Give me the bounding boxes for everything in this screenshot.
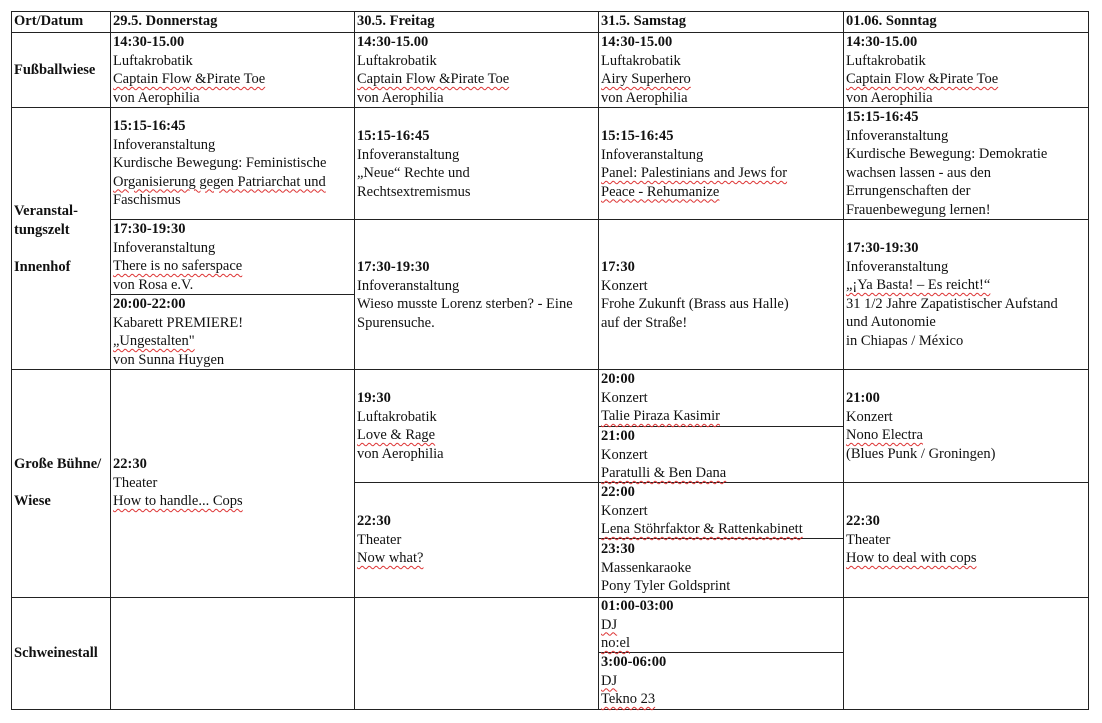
event-time: 14:30-15.00: [113, 34, 185, 50]
event-title: Now what?: [357, 550, 424, 566]
event-by: von Aerophilia: [601, 89, 688, 106]
event-title-line: Panel: Palestinians and Jews for: [601, 165, 788, 181]
column-divider: [843, 11, 844, 710]
row-label-grosse-buehne: Große Bühne/: [14, 456, 102, 472]
event-stall2-saturday: [601, 653, 666, 709]
event-by: von Aerophilia: [357, 89, 444, 106]
event-title: Paratulli & Ben Dana: [601, 465, 727, 481]
event-by: von Rosa e.V.: [113, 276, 194, 293]
event-type: Infoveranstaltung: [113, 136, 216, 153]
event-type: Theater: [846, 531, 891, 548]
event-time: 17:30-19:30: [846, 240, 919, 256]
row-label-fussballwiese: Fußballwiese: [14, 62, 96, 78]
event-time: 3:00-06:00: [601, 654, 667, 670]
event-title-line: Kurdische Bewegung: Demokratie: [846, 146, 1048, 162]
event-type: Luftakrobatik: [357, 408, 437, 425]
event-title: Lena Stöhrfaktor & Rattenkabinett: [601, 521, 803, 537]
event-zelt2-thursday: [113, 220, 242, 294]
event-time: 21:00: [846, 390, 880, 406]
event-type: Infoveranstaltung: [846, 258, 949, 275]
event-type: Infoveranstaltung: [113, 239, 216, 256]
event-by: von Aerophilia: [846, 89, 933, 106]
event-title: Captain Flow &Pirate Toe: [357, 71, 510, 87]
event-title-line: auf der Straße!: [601, 314, 688, 331]
event-title-line: 31 1/2 Jahre Zapatistischer Aufstand: [846, 295, 1058, 312]
event-buehne2-friday: [357, 512, 423, 568]
event-type: Luftakrobatik: [113, 52, 193, 69]
event-time: 15:15-16:45: [846, 109, 919, 125]
event-title-line: Organisierung gegen Patriarchat und: [113, 173, 326, 190]
event-type: Konzert: [846, 408, 893, 425]
table-border-left: [11, 11, 12, 710]
event-time: 22:30: [113, 456, 147, 472]
event-zelt2-friday: [357, 258, 573, 332]
event-title-line: Kurdische Bewegung: Feministische: [113, 155, 327, 171]
event-type: Konzert: [601, 446, 648, 463]
event-title: There is no saferspace: [113, 258, 243, 274]
event-title-line: Frauenbewegung lernen!: [846, 201, 991, 218]
event-time: 01:00-03:00: [601, 598, 674, 614]
header-day-thursday: 29.5. Donnerstag: [113, 13, 218, 29]
event-type: Luftakrobatik: [846, 52, 926, 69]
event-zelt2b-thursday: [113, 295, 243, 369]
event-subtitle: (Blues Punk / Groningen): [846, 445, 996, 462]
event-zelt2-saturday: [601, 258, 789, 332]
event-zelt1-sunday: [846, 108, 1047, 219]
event-title: How to deal with cops: [846, 550, 977, 566]
event-fussball-saturday: [601, 33, 691, 107]
event-title-line: Peace - Rehumanize: [601, 183, 720, 200]
event-buehne4-saturday: [601, 540, 730, 596]
event-title: Captain Flow &Pirate Toe: [846, 71, 999, 87]
event-title-line: Errungenschaften der: [846, 183, 971, 199]
header-day-sunday: 01.06. Sonntag: [846, 13, 937, 29]
event-time: 20:00-22:00: [113, 296, 186, 312]
event-title: Love & Rage: [357, 427, 436, 443]
event-title-line: Spurensuche.: [357, 314, 435, 331]
event-stall1-saturday: [601, 597, 674, 653]
event-type: Infoveranstaltung: [846, 127, 949, 144]
event-buehne-thursday: [113, 455, 243, 511]
row-label-wiese: Wiese: [14, 493, 51, 509]
event-title-line: Faschismus: [113, 192, 181, 208]
event-type: Kabarett PREMIERE!: [113, 314, 244, 331]
event-fussball-friday: [357, 33, 509, 107]
column-divider: [110, 11, 111, 710]
header-corner: Ort/Datum: [14, 13, 84, 29]
row-label-line: tungszelt: [14, 221, 70, 238]
column-divider: [598, 11, 599, 710]
event-time: 22:30: [846, 513, 880, 529]
event-type: Theater: [113, 474, 158, 491]
event-buehne1-saturday: [601, 370, 720, 426]
event-type: Massenkaraoke: [601, 559, 692, 576]
event-type: Infoveranstaltung: [357, 146, 460, 163]
event-title-line: wachsen lassen - aus den: [846, 164, 991, 181]
event-title-line: in Chiapas / México: [846, 332, 964, 349]
event-time: 14:30-15.00: [601, 34, 673, 50]
event-zelt1-saturday: [601, 127, 787, 201]
event-by: von Aerophilia: [113, 89, 200, 106]
event-fussball-thursday: [113, 33, 265, 107]
event-time: 20:00: [601, 371, 635, 387]
event-buehne3-saturday: [601, 483, 803, 539]
row-label-schweinestall: Schweinestall: [14, 645, 98, 661]
event-time: 15:15-16:45: [357, 128, 430, 144]
event-buehne1-sunday: [846, 389, 995, 463]
row-label-veranstaltungszelt: [14, 202, 78, 239]
event-title: Nono Electra: [846, 427, 923, 443]
event-title: „Ungestalten": [113, 333, 195, 349]
event-time: 17:30-19:30: [357, 259, 430, 275]
table-border-right: [1088, 11, 1089, 710]
event-time: 21:00: [601, 428, 635, 444]
row-divider: [11, 369, 1089, 370]
event-time: 17:30: [601, 259, 635, 275]
event-title: Airy Superhero: [601, 71, 691, 87]
row-label-innenhof: Innenhof: [14, 259, 71, 275]
event-type: Konzert: [601, 389, 648, 406]
event-time: 22:00: [601, 484, 635, 500]
event-fussball-sunday: [846, 33, 998, 107]
header-day-friday: 30.5. Freitag: [357, 13, 435, 29]
event-type: DJ: [601, 672, 618, 689]
event-buehne2-sunday: [846, 512, 976, 568]
event-type: Konzert: [601, 502, 648, 519]
event-by: von Sunna Huygen: [113, 351, 225, 368]
event-type: DJ: [601, 616, 618, 633]
event-title-line: Rechtsextremismus: [357, 183, 471, 200]
row-divider: [11, 597, 1089, 598]
event-title: Tekno 23: [601, 691, 656, 707]
event-title: Talie Piraza Kasimir: [601, 408, 720, 424]
event-buehne1-friday: [357, 389, 444, 463]
event-title-line: Wieso musste Lorenz sterben? - Eine: [357, 296, 573, 312]
event-time: 15:15-16:45: [113, 118, 186, 134]
event-title: How to handle... Cops: [113, 493, 243, 509]
event-time: 22:30: [357, 513, 391, 529]
event-time: 19:30: [357, 390, 391, 406]
sub-row-divider: [110, 219, 1089, 220]
event-type: Infoveranstaltung: [357, 277, 460, 294]
event-time: 14:30-15.00: [357, 34, 429, 50]
event-buehne2-saturday: [601, 427, 726, 483]
event-time: 15:15-16:45: [601, 128, 674, 144]
table-border-bottom: [11, 709, 1089, 710]
header-day-saturday: 31.5. Samstag: [601, 13, 686, 29]
event-type: Luftakrobatik: [601, 52, 681, 69]
event-type: Luftakrobatik: [357, 52, 437, 69]
event-zelt1-thursday: [113, 117, 326, 210]
event-by: von Aerophilia: [357, 445, 444, 462]
event-zelt1-friday: [357, 127, 471, 201]
event-type: Infoveranstaltung: [601, 146, 704, 163]
event-title-line: und Autonomie: [846, 314, 936, 330]
event-zelt2-sunday: [846, 239, 1058, 350]
column-divider: [354, 11, 355, 710]
event-title-line: „Neue“ Rechte und: [357, 165, 470, 181]
event-time: 23:30: [601, 541, 635, 557]
event-type: Konzert: [601, 277, 648, 294]
event-type: Theater: [357, 531, 402, 548]
event-title-line: „¡Ya Basta! – Es reicht!“: [846, 277, 991, 293]
event-title-line: Frohe Zukunft (Brass aus Halle): [601, 296, 789, 312]
row-label-line: Veranstal-: [14, 203, 78, 219]
event-time: 17:30-19:30: [113, 221, 186, 237]
event-time: 14:30-15.00: [846, 34, 918, 50]
event-title: no:el: [601, 635, 630, 651]
event-title: Pony Tyler Goldsprint: [601, 578, 731, 594]
event-title: Captain Flow &Pirate Toe: [113, 71, 266, 87]
